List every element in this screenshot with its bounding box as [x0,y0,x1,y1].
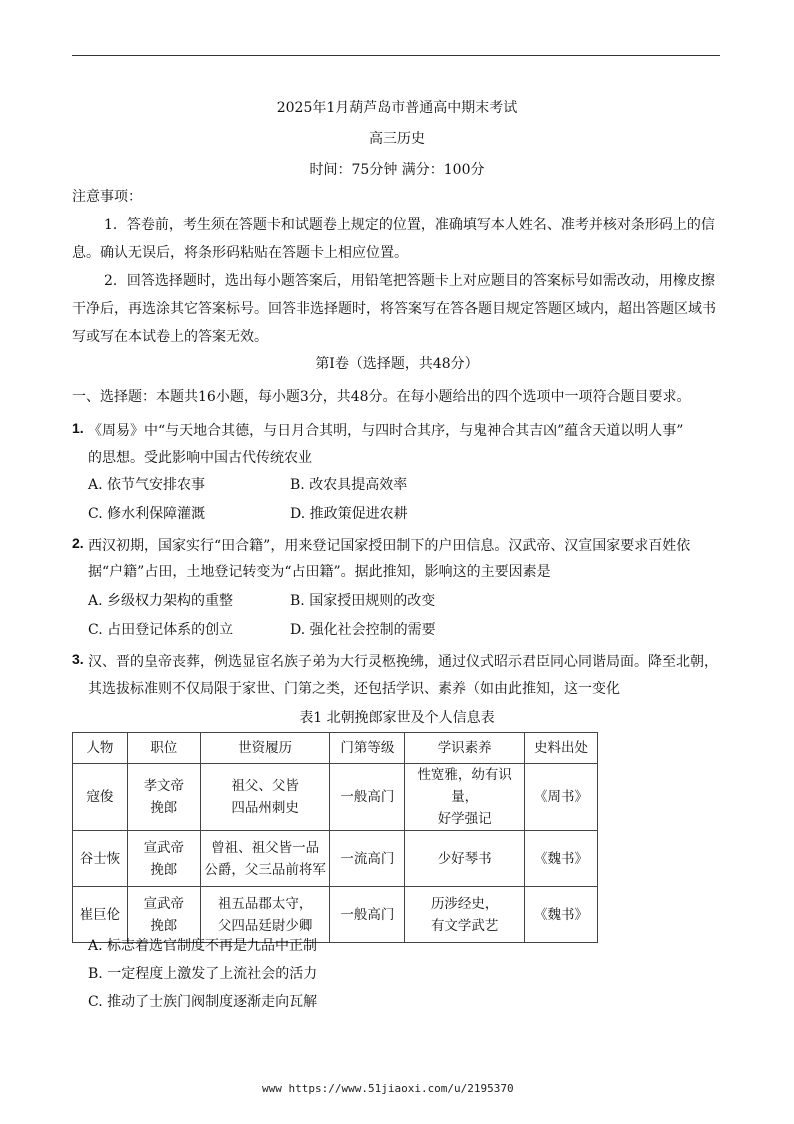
notice-item-2-line-2: 干净后，再选涂其它答案标号。回答非选择题时，将答案写在答各题目规定答题区域内，超出答题区域书 [72,301,716,317]
cell-source: 《周书》 [525,764,598,831]
cell-person: 谷士恢 [73,831,128,887]
notice-item-1-line-2: 息。确认无误后，将条形码粘贴在答题卡上相应位置。 [72,245,408,261]
cell-learning: 少好琴书 [405,831,525,887]
question-2-option-b: B. 国家授田规则的改变 [290,593,436,609]
question-2-stem-line-1: 西汉初期，国家实行“田合籍”，用来登记国家授田制下的户田信息。汉武帝、汉宣国家要求百姓依 [88,538,691,554]
cell-learning [405,764,525,831]
cell-source: 《魏书》 [525,831,598,887]
notice-item-2-line-1: 2．回答选择题时，选出每小题答案后，用铅笔把答题卡上对应题目的答案标号如需改动，用橡皮擦 [104,273,715,289]
question-2-option-a: A. 乡级权力架构的重整 [88,593,234,609]
cell-post-line-1: 孝文帝 [143,778,185,794]
cell-post-line-2: 挽郎 [150,861,178,878]
cell-career-line-2: 四品州刺史 [231,800,299,816]
question-3-option-b: B. 一定程度上激发了上流社会的活力 [88,966,318,982]
question-2-stem-line-2: 据“户籍”占田，土地登记转变为“占田籍”。据此推知，影响这的主要因素是 [88,564,551,580]
column-header-source: 史料出处 [525,733,598,764]
exam-subject: 高三历史 [369,131,425,147]
cell-career-line-1: 祖父、父皆 [231,778,299,794]
question-1-option-b: B. 改农具提高效率 [290,477,408,493]
cell-career-line-1: 曾祖、祖父皆一品 [211,839,320,856]
question-3-option-c: C. 推动了士族门阀制度逐渐走向瓦解 [88,994,318,1010]
cell-learning-line-1: 历涉经史， [430,895,499,912]
column-header-career: 世资履历 [200,733,330,764]
column-header-person: 人物 [73,733,128,764]
question-3-option-a: A. 标志着选官制度不再是九品中正制 [88,938,318,954]
cell-career [200,831,330,887]
cell-career [200,764,330,831]
cell-person: 崔巨伦 [73,887,128,943]
cell-career-line-2: 公爵，父三品前将军 [204,861,326,878]
notice-item-1-line-1: 1．答卷前，考生须在答题卡和试题卷上规定的位置，准确填写本人姓名、准考并核对条形码上的信 [104,217,715,233]
cell-career-line-1: 祖五品郡太守， [217,895,313,912]
question-2-option-c: C. 占田登记体系的创立 [88,622,234,638]
question-1-option-d: D. 推政策促进农耕 [290,506,408,522]
cell-post [127,764,200,831]
table-row [73,831,598,887]
header-rule [72,55,720,56]
footer-url: www https://www.51jiaoxi.com/u/2195370 [262,1082,514,1095]
cell-source: 《魏书》 [525,887,598,943]
cell-learning [405,887,525,943]
table-caption: 表1 北朝挽郎家世及个人信息表 [299,710,495,726]
question-3-number: 3. [72,651,84,667]
question-1-option-c: C. 修水利保障灌溉 [88,506,206,522]
cell-post-line-1: 宣武帝 [143,839,185,856]
question-2-number: 2. [72,535,84,551]
cell-post [127,831,200,887]
cell-post-line-1: 宣武帝 [143,895,185,912]
column-header-rank: 门第等级 [330,733,405,764]
question-1-number: 1. [72,420,84,436]
cell-post-line-2: 挽郎 [150,917,178,934]
cell-post-line-2: 挽郎 [150,800,178,816]
question-2-option-d: D. 强化社会控制的需要 [290,622,436,638]
question-3-stem-line-1: 汉、晋的皇帝丧葬，例选显宦名族子弟为大行灵柩挽绋，通过仪式昭示君臣同心同谐局面。降至北朝， [88,654,718,670]
question-1-stem-line-1: 《周易》中“与天地合其德，与日月合其明，与四时合其序，与鬼神合其吉凶”蕴含天道以明人事” [88,423,684,439]
question-1-option-a: A. 依节气安排农事 [88,477,206,493]
cell-rank: 一般高门 [330,764,405,831]
notice-item-2-line-3: 写或写在本试卷上的答案无效。 [72,329,268,345]
cell-career-line-2: 父四品廷尉少卿 [217,917,313,934]
column-header-learning: 学识素养 [405,733,525,764]
exam-time-info: 时间：75分钟 满分：100分 [309,162,485,178]
exam-title: 2025年1月葫芦岛市普通高中期末考试 [276,100,518,116]
section-title: 第Ⅰ卷（选择题，共48分） [315,356,479,372]
table-header-row [73,733,598,764]
cell-rank: 一般高门 [330,887,405,943]
cell-learning-line-1: 性宽雅，幼有识量， [417,767,512,805]
question-3-stem-line-2: 其选拔标准则不仅局限于家世、门第之类，还包括学识、素养（如由此推知，这一变化 [88,681,620,697]
notice-heading: 注意事项： [72,189,142,205]
cell-learning-line-2: 好学强记 [437,811,492,827]
info-table [72,732,598,943]
cell-learning-line-2: 有文学武艺 [430,917,499,934]
cell-rank: 一流高门 [330,831,405,887]
table-row [73,764,598,831]
section-instruction: 一、选择题：本题共16小题，每小题3分，共48分。在每小题给出的四个选项中一项符合题目要求。 [72,389,691,405]
column-header-post: 职位 [127,733,200,764]
question-1-stem-line-2: 的思想。受此影响中国古代传统农业 [88,450,312,466]
cell-person: 寇俊 [73,764,128,831]
